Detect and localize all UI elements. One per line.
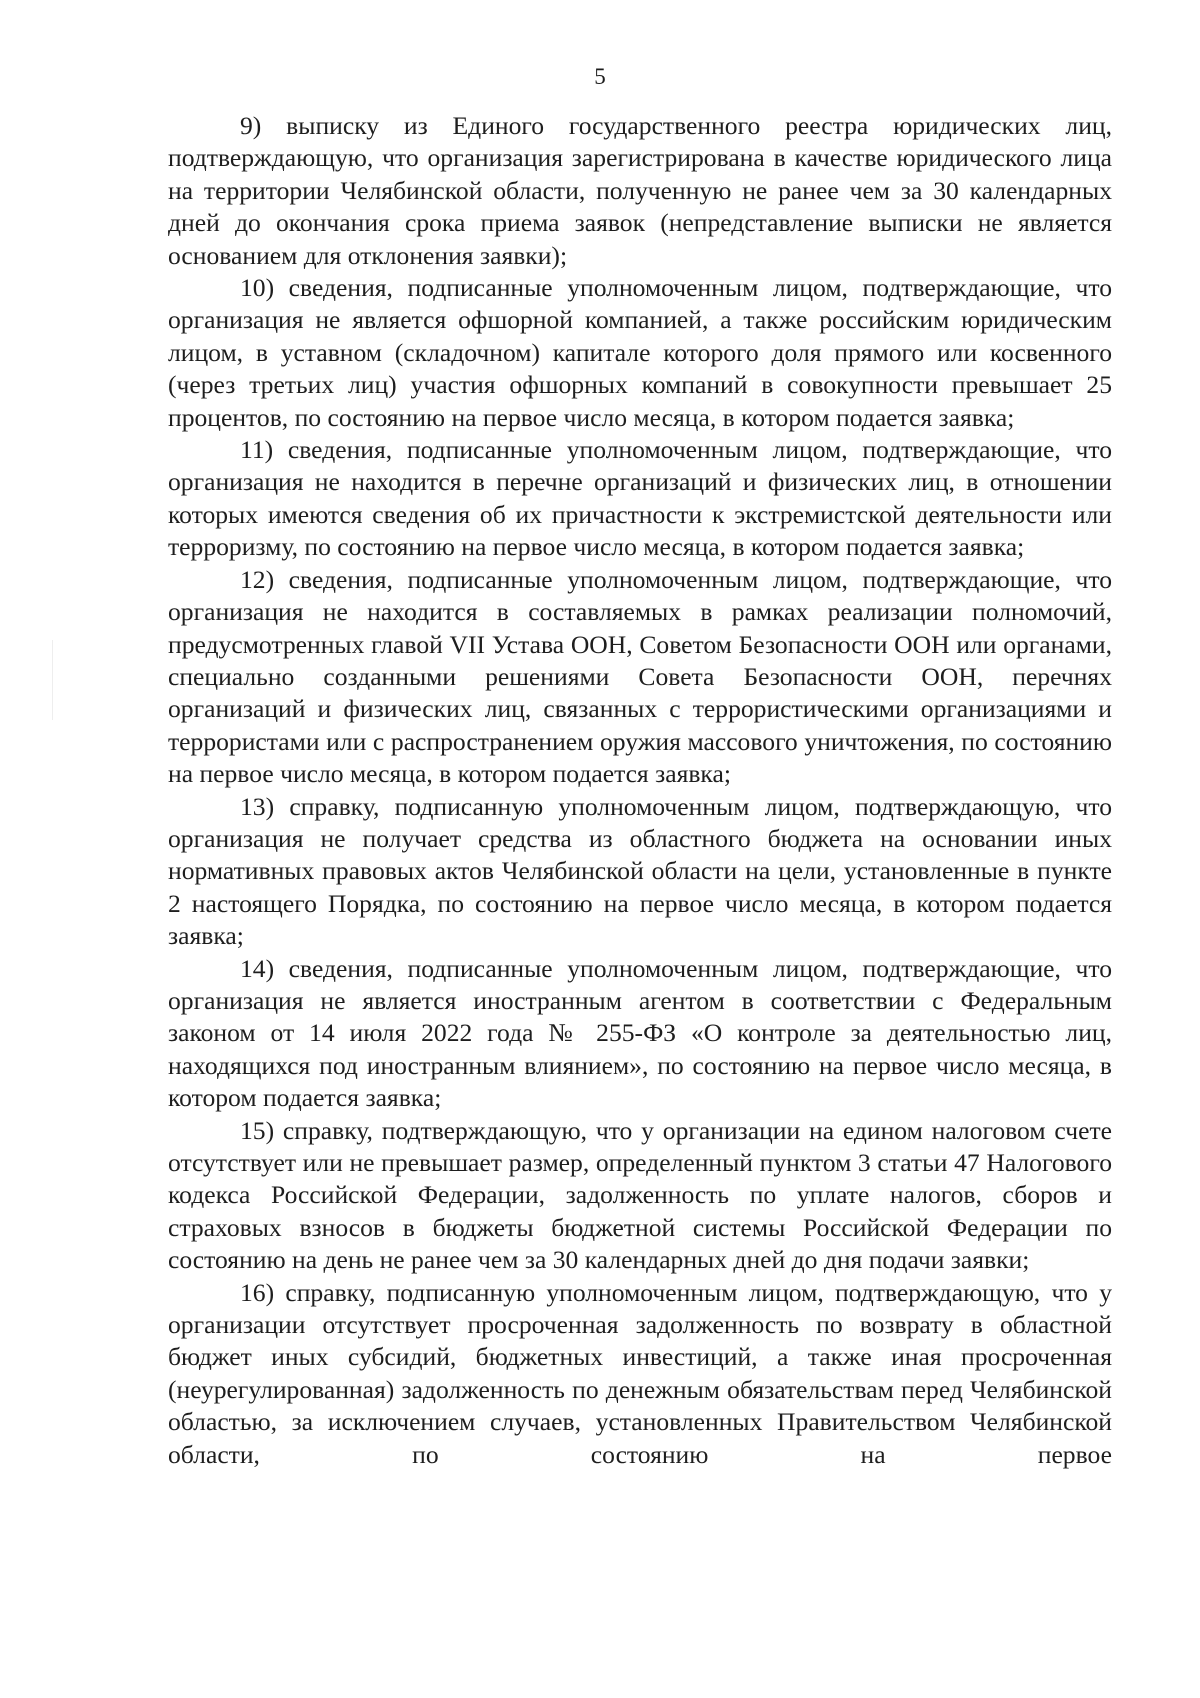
paragraph-item-12: 12) сведения, подписанные уполномоченным лицом, подтверждающие, что организация не находится в составляемых в рамках реализации полномочий, предусмотренных главой VII Устава ООН, Советом Безопасности ООН или органами, специально созданными решениями Совета Безопасности ООН, перечнях организаций и физических лиц, связанных с террористическими организациями и террористами или с распространением оружия массового уничтожения, по состоянию на первое число месяца, в котором подается заявка; [168,564,1112,789]
paragraph-item-9: 9) выписку из Единого государственного реестра юридических лиц, подтверждающую, что организация зарегистрирована в качестве юридического лица на территории Челябинской области, полученную не ранее чем за 30 календарных дней до окончания срока приема заявок (непредставление выписки не является основанием для отклонения заявки); [168,111,1112,270]
paragraph-item-13: 13) справку, подписанную уполномоченным лицом, подтверждающую, что организация не получает средства из областного бюджета на основании иных нормативных правовых актов Челябинской области на цели, установленные в пункте 2 настоящего Порядка, по состоянию на первое число месяца, в котором подается заявка; [168,791,1112,951]
scan-artifact-line [52,640,53,720]
page-number: 5 [594,64,606,89]
paragraph-item-14: 14) сведения, подписанные уполномоченным лицом, подтверждающие, что организация не является иностранным агентом в соответствии с Федеральным законом от 14 июля 2022 года № 255-ФЗ «О контроле за деятельностью лиц, находящихся под иностранным влиянием», по состоянию на первое число месяца, в котором подается заявка; [168,953,1112,1113]
paragraph-item-16: 16) справку, подписанную уполномоченным лицом, подтверждающую, что у организации отсутствует просроченная задолженность по возврату в областной бюджет иных субсидий, бюджетных инвестиций, а также иная просроченная (неурегулированная) задолженность по денежным обязательствам перед Челябинской областью, за исключением случаев, установленных Правительством Челябинской области, по состоянию на первое [168,1277,1112,1469]
paragraph-item-10: 10) сведения, подписанные уполномоченным лицом, подтверждающие, что организация не является офшорной компанией, а также российским юридическим лицом, в уставном (складочном) капитале которого доля прямого или косвенного (через третьих лиц) участия офшорных компаний в совокупности превышает 25 процентов, по состоянию на первое число месяца, в котором подается заявка; [168,273,1112,432]
paragraph-item-15: 15) справку, подтверждающую, что у организации на едином налоговом счете отсутствует или не превышает размер, определенный пунктом 3 статьи 47 Налогового кодекса Российской Федерации, задолженность по уплате налогов, сборов и страховых взносов в бюджеты бюджетной системы Российской Федерации по состоянию на день не ранее чем за 30 календарных дней до дня подачи заявки; [168,1115,1112,1275]
document-body [168,110,1112,1471]
paragraph-item-11: 11) сведения, подписанные уполномоченным лицом, подтверждающие, что организация не находится в перечне организаций и физических лиц, в отношении которых имеются сведения об их причастности к экстремистской деятельности или терроризму, по состоянию на первое число месяца, в котором подается заявка; [168,435,1112,562]
